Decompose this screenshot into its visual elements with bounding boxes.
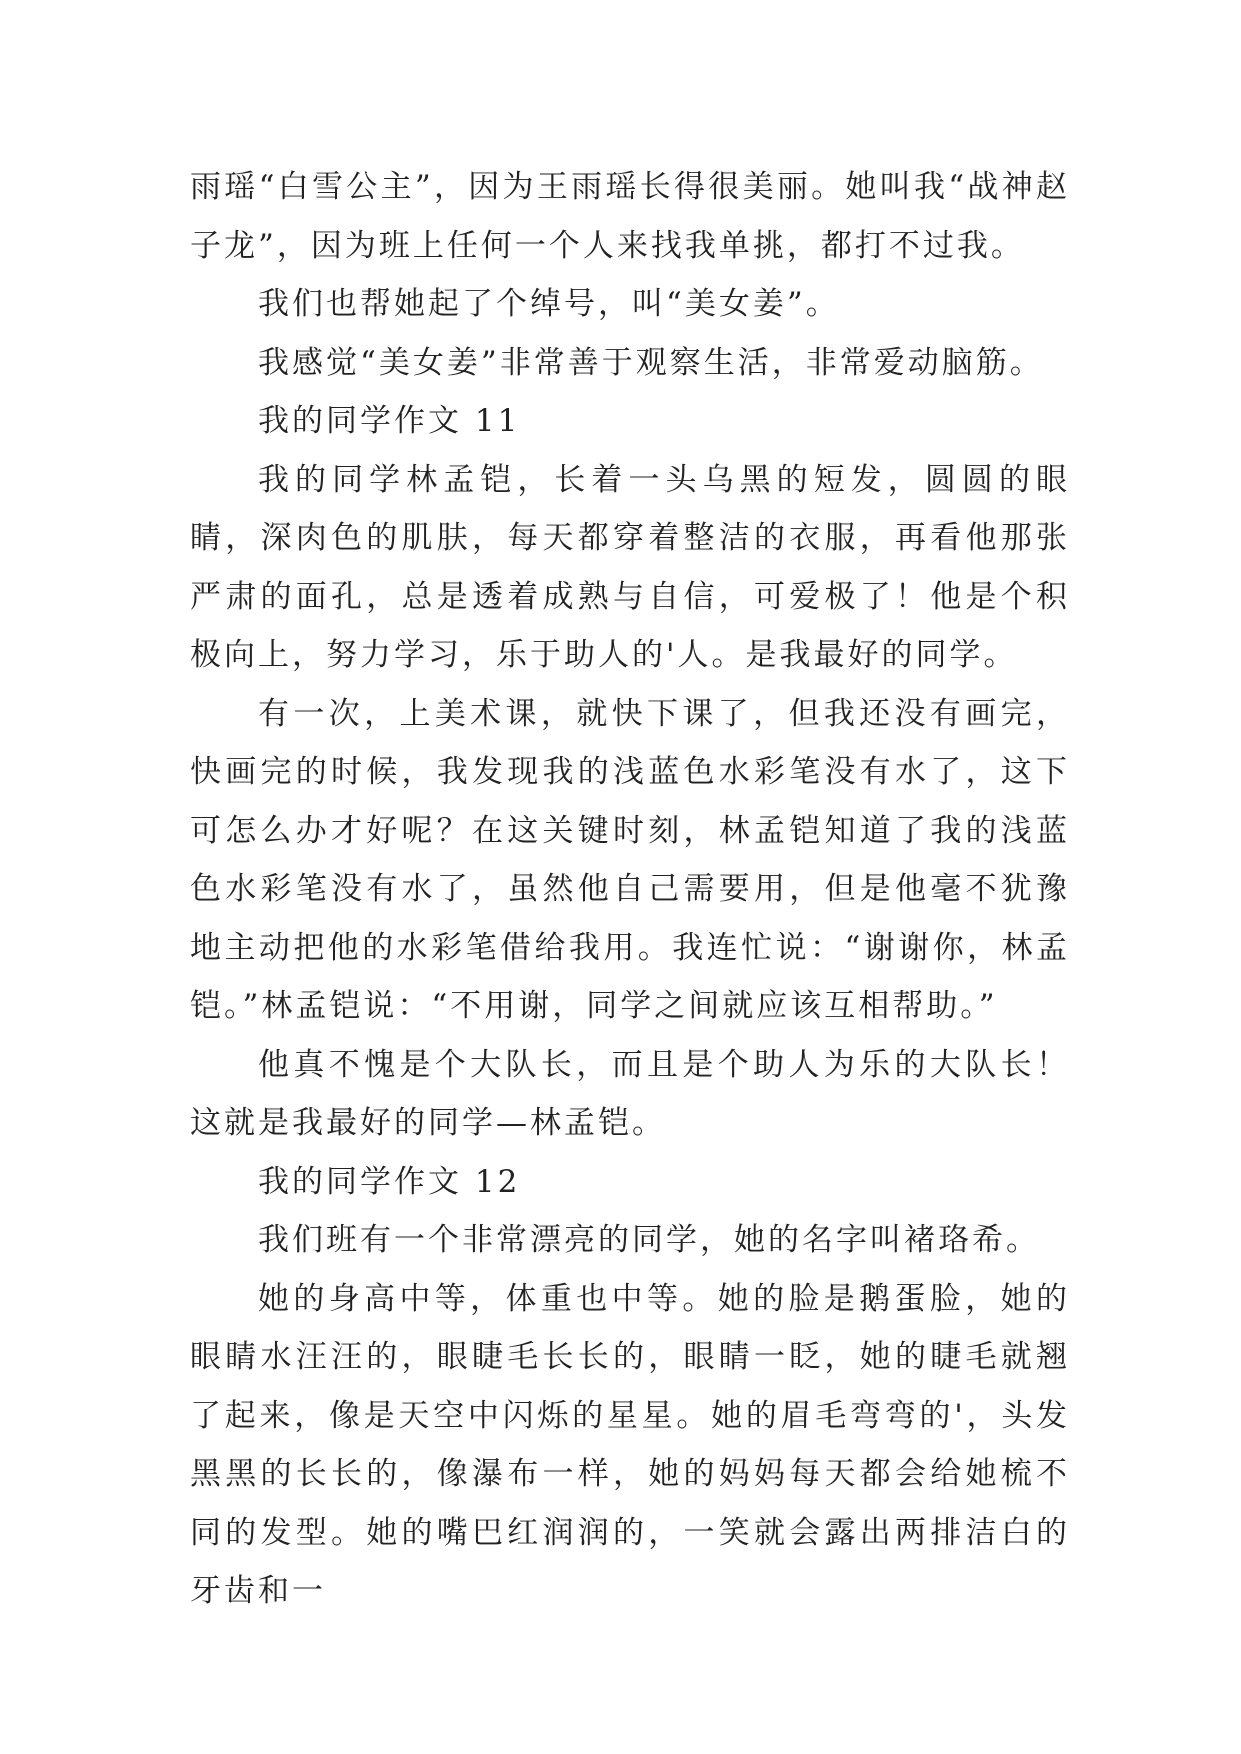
section-heading: 我的同学作文 12 (258, 1163, 521, 1200)
paragraph: 她的身高中等，体重也中等。她的脸是鹅蛋脸，她的眼睛水汪汪的，眼睫毛长长的，眼睛一眨，她的睫毛就翘了起来，像是天空中闪烁的星星。她的眉毛弯弯的'，头发黑黑的长长的，像瀑布一样，她的妈妈每天都会给她梳不同的发型。她的嘴巴红润润的，一笑就会露出两排洁白的牙齿和一 (190, 1280, 1070, 1609)
paragraph: 我们班有一个非常漂亮的同学，她的名字叫褚珞希。 (258, 1222, 1040, 1258)
document-body (190, 158, 1070, 1621)
paragraph: 我的同学林孟铠，长着一头乌黑的短发，圆圆的眼睛，深肉色的肌肤，每天都穿着整洁的衣服，再看他那张严肃的面孔，总是透着成熟与自信，可爱极了！他是个积极向上，努力学习，乐于助人的'人。是我最好的同学。 (190, 461, 1070, 673)
section-heading: 我的同学作文 11 (258, 403, 521, 439)
paragraph: 我们也帮她起了个绰号，叫“美女姜”。 (258, 286, 840, 322)
paragraph: 雨瑶“白雪公主”，因为王雨瑶长得很美丽。她叫我“战神赵子龙”，因为班上任何一个人来找我单挑，都打不过我。 (190, 169, 1070, 264)
paragraph: 他真不愧是个大队长，而且是个助人为乐的大队长！这就是我最好的同学—林孟铠。 (190, 1046, 1070, 1141)
paragraph: 有一次，上美术课，就快下课了，但我还没有画完，快画完的时候，我发现我的浅蓝色水彩笔没有水了，这下可怎么办才好呢？在这关键时刻，林孟铠知道了我的浅蓝色水彩笔没有水了，虽然他自己需要用，但是他毫不犹豫地主动把他的水彩笔借给我用。我连忙说：“谢谢你，林孟铠。”林孟铠说：“不用谢，同学之间就应该互相帮助。” (190, 695, 1070, 1024)
paragraph: 我感觉“美女姜”非常善于观察生活，非常爱动脑筋。 (258, 344, 1044, 381)
